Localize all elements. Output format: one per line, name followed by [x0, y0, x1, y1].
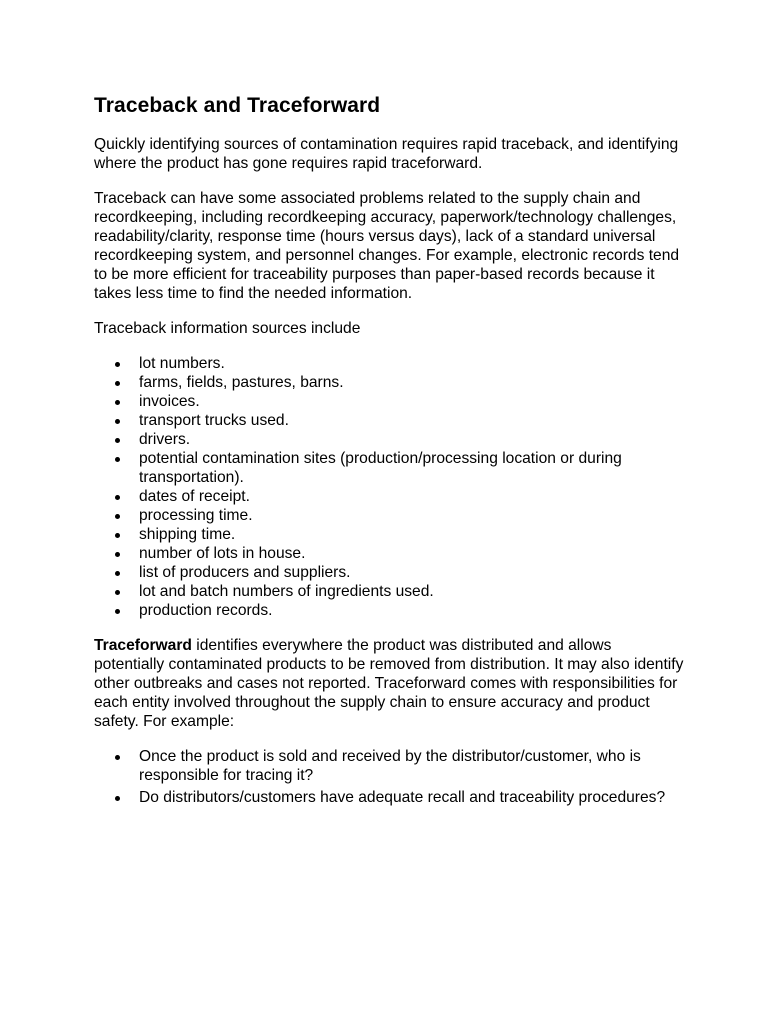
- bullet-icon: [115, 533, 120, 538]
- sources-lead-paragraph: Traceback information sources include: [94, 320, 361, 337]
- traceforward-paragraph: [94, 636, 684, 731]
- list-item-text: invoices.: [139, 393, 200, 410]
- list-item: [94, 506, 684, 525]
- list-item: [94, 525, 684, 544]
- bullet-icon: [115, 796, 120, 801]
- bullet-icon: [115, 419, 120, 424]
- list-item: [94, 788, 684, 807]
- sources-list: [94, 354, 684, 620]
- list-item-text: number of lots in house.: [139, 545, 306, 562]
- bullet-icon: [115, 514, 120, 519]
- bullet-icon: [115, 552, 120, 557]
- list-item-text: list of producers and suppliers.: [139, 564, 351, 581]
- bullet-icon: [115, 495, 120, 500]
- list-item-text: potential contamination sites (production/processing location or during transportation).: [139, 450, 622, 486]
- list-item-text: transport trucks used.: [139, 412, 289, 429]
- intro-paragraph: Quickly identifying sources of contamination requires rapid traceback, and identifying where the product has gone requires rapid traceforward.: [94, 136, 679, 172]
- list-item: [94, 747, 684, 785]
- bullet-icon: [115, 571, 120, 576]
- list-item: [94, 544, 684, 563]
- bullet-icon: [115, 400, 120, 405]
- list-item: [94, 563, 684, 582]
- traceforward-text: identifies everywhere the product was distributed and allows potentially contaminated products to be removed from distribution. It may also identify other outbreaks and cases not reported. Traceforward comes with responsibilities for each entity involved throughout the supply chain to ensure accuracy and product safety. For example:: [94, 637, 684, 730]
- list-item-text: Do distributors/customers have adequate recall and traceability procedures?: [139, 789, 666, 806]
- list-item: [94, 430, 684, 449]
- list-item: [94, 582, 684, 601]
- list-item-text: shipping time.: [139, 526, 236, 543]
- bullet-icon: [115, 755, 120, 760]
- list-item-text: Once the product is sold and received by the distributor/customer, who is responsible for tracing it?: [139, 748, 641, 784]
- list-item-text: production records.: [139, 602, 273, 619]
- list-item-text: drivers.: [139, 431, 191, 448]
- list-item-text: lot numbers.: [139, 355, 225, 372]
- questions-list: [94, 747, 684, 807]
- bullet-icon: [115, 381, 120, 386]
- list-item: [94, 373, 684, 392]
- list-item: [94, 601, 684, 620]
- list-item: [94, 411, 684, 430]
- bullet-icon: [115, 438, 120, 443]
- traceforward-term: Traceforward: [94, 637, 192, 654]
- page-title: Traceback and Traceforward: [94, 94, 381, 117]
- document-page: [94, 93, 684, 823]
- list-item-text: dates of receipt.: [139, 488, 250, 505]
- bullet-icon: [115, 362, 120, 367]
- traceback-problems-paragraph: Traceback can have some associated problems related to the supply chain and recordkeeping, including recordkeeping accuracy, paperwork/technology challenges, readability/clarity, response time (hours versus days), lack of a standard universal recordkeeping system, and personnel changes. For example, electronic records tend to be more efficient for traceability purposes than paper-based records because it takes less time to find the needed information.: [94, 190, 680, 302]
- list-item: [94, 392, 684, 411]
- bullet-icon: [115, 590, 120, 595]
- bullet-icon: [115, 457, 120, 462]
- list-item: [94, 449, 684, 487]
- list-item: [94, 354, 684, 373]
- bullet-icon: [115, 609, 120, 614]
- list-item-text: processing time.: [139, 507, 253, 524]
- list-item-text: farms, fields, pastures, barns.: [139, 374, 344, 391]
- list-item: [94, 487, 684, 506]
- list-item-text: lot and batch numbers of ingredients used.: [139, 583, 434, 600]
